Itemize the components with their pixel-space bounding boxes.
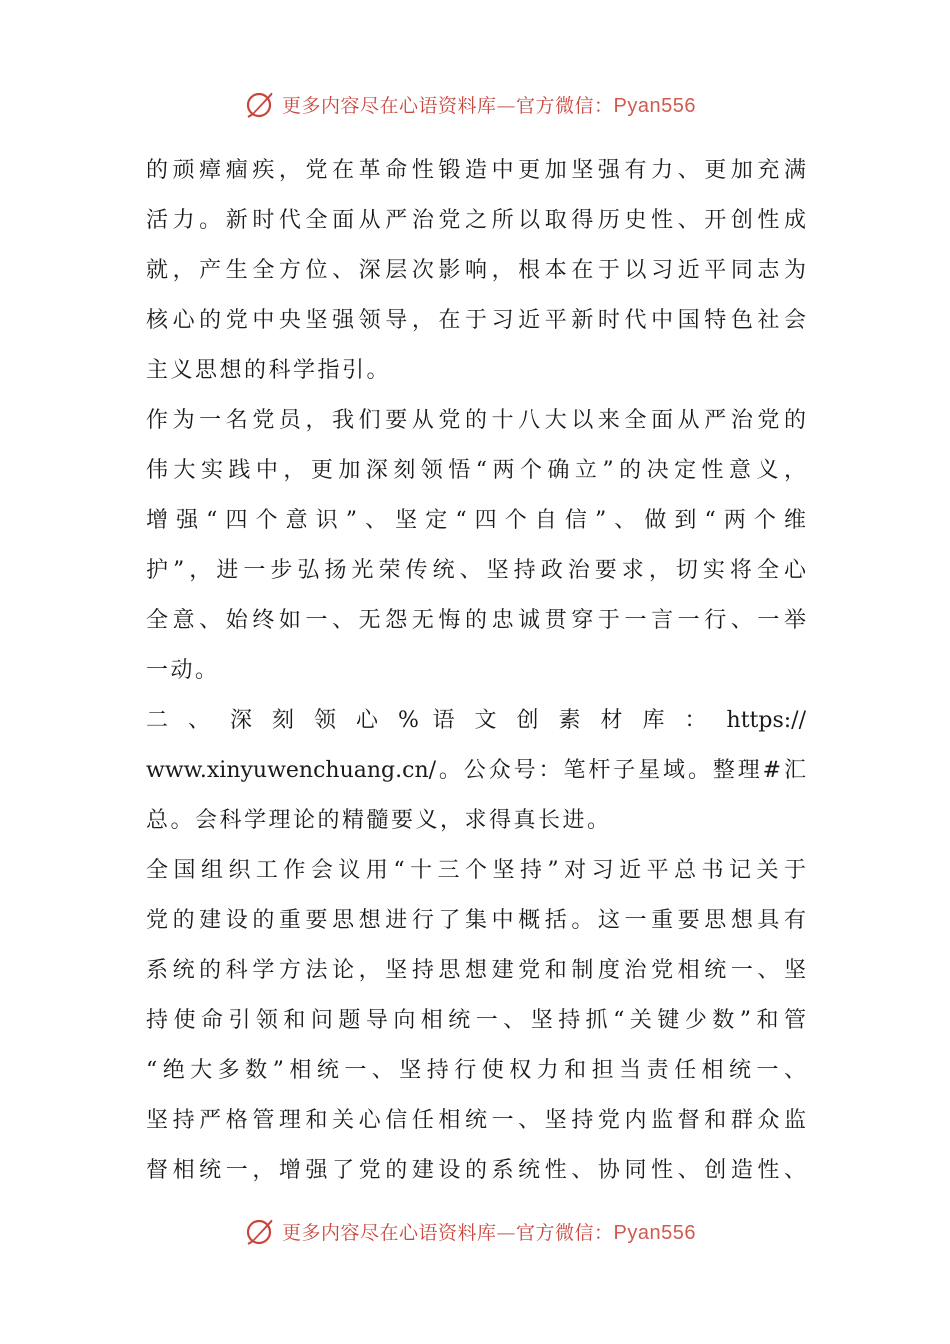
footer-banner (0, 1209, 950, 1253)
body-line: 持使命引领和问题导向相统一、坚持抓“关键少数”和管 (146, 1008, 806, 1033)
body-line: www.xinyuwenchuang.cn/。公众号：笔杆子星域。整理#汇 (146, 758, 806, 783)
body-line: 全意、始终如一、无怨无悔的忠诚贯穿于一言一行、一举 (146, 608, 806, 633)
body-line: 的顽瘴痼疾，党在革命性锻造中更加坚强有力、更加充满 (146, 158, 806, 183)
body-line: 坚持严格管理和关心信任相统一、坚持党内监督和群众监 (146, 1108, 806, 1133)
footer-banner-text (282, 1218, 696, 1245)
body-line: 活力。新时代全面从严治党之所以取得历史性、开创性成 (146, 208, 806, 233)
body-line: “绝大多数”相统一、坚持行使权力和担当责任相统一、 (146, 1058, 806, 1083)
header-banner-wechat: 官方微信： (516, 94, 614, 117)
quill-logo-icon (244, 88, 276, 120)
body-line: 作为一名党员，我们要从党的十八大以来全面从严治党的 (146, 408, 806, 433)
header-banner (0, 82, 950, 126)
body-line: 伟大实践中，更加深刻领悟“两个确立”的决定性意义， (146, 458, 806, 483)
body-line: 护”，进一步弘扬光荣传统、坚持政治要求，切实将全心 (146, 558, 806, 583)
header-banner-handle: Pyan556 (613, 94, 696, 117)
body-line: 党的建设的重要思想进行了集中概括。这一重要思想具有 (146, 908, 806, 933)
body-line: 总。会科学理论的精髓要义，求得真长进。 (146, 808, 612, 833)
body-line: 系统的科学方法论，坚持思想建党和制度治党相统一、坚 (146, 958, 806, 983)
body-line: 增强“四个意识”、坚定“四个自信”、做到“两个维 (146, 508, 806, 533)
footer-banner-handle: Pyan556 (613, 1221, 696, 1244)
body-line: 主义思想的科学指引。 (146, 358, 392, 383)
header-banner-text (282, 91, 696, 118)
body-line: 一动。 (146, 658, 220, 683)
quill-logo-icon (244, 1215, 276, 1247)
footer-banner-wechat: 官方微信： (516, 1221, 614, 1244)
footer-banner-main: 更多内容尽在心语资料库 (282, 1221, 497, 1244)
document-body (146, 146, 806, 1196)
body-line: 督相统一，增强了党的建设的系统性、协同性、创造性、 (146, 1158, 806, 1183)
body-line: 核心的党中央坚强领导，在于习近平新时代中国特色社会 (146, 308, 806, 333)
body-line: 二 、 深 刻 领 心 % 语 文 创 素 材 库 ： https:// (146, 708, 806, 733)
header-banner-sep: — (496, 94, 517, 117)
footer-banner-sep: — (496, 1221, 517, 1244)
body-line: 就，产生全方位、深层次影响，根本在于以习近平同志为 (146, 258, 806, 283)
body-line: 全国组织工作会议用“十三个坚持”对习近平总书记关于 (146, 858, 806, 883)
header-banner-main: 更多内容尽在心语资料库 (282, 94, 497, 117)
